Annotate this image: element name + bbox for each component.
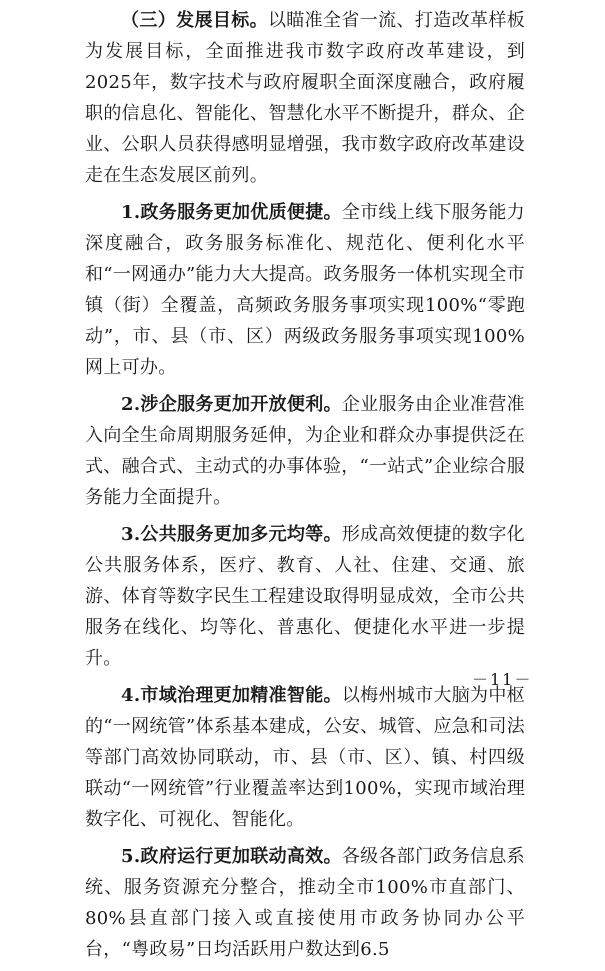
paragraph-heading: 3.公共服务更加多元均等。 <box>121 524 342 545</box>
paragraph-heading: 2.涉企服务更加开放便利。 <box>121 394 342 415</box>
paragraph-city-governance <box>85 680 525 835</box>
document-page <box>85 5 525 971</box>
paragraph-heading: 5.政府运行更加联动高效。 <box>121 846 342 867</box>
page-number: －11－ <box>472 670 533 689</box>
paragraph-text: 企业服务由企业准营准入向全生命周期服务延伸，为企业和群众办事提供泛在式、融合式、主动式的办事体验，“一站式”企业综合服务能力全面提升。 <box>85 394 525 508</box>
paragraph-heading: 1.政务服务更加优质便捷。 <box>121 202 342 223</box>
paragraph-public-services <box>85 519 525 674</box>
paragraph-text: 各级各部门政务信息系统、服务资源充分整合，推动全市100%市直部门、80%县直部门接入或直接使用市政务协同办公平台，“粤政易”日均活跃用户数达到6.5 <box>85 846 525 960</box>
paragraph-enterprise-services <box>85 389 525 513</box>
paragraph-government-operations <box>85 841 525 965</box>
paragraph-development-goals <box>85 5 525 191</box>
paragraph-text: 全市线上线下服务能力深度融合，政务服务标准化、规范化、便利化水平和“一网通办”能力大大提高。政务服务一体机实现全市镇（街）全覆盖，高频政务服务事项实现100%“零跑动”，市、县（市、区）两级政务服务事项实现100%网上可办。 <box>85 202 525 378</box>
paragraph-heading: （三）发展目标。 <box>121 10 268 31</box>
paragraph-government-services <box>85 197 525 383</box>
paragraph-text: 以梅州城市大脑为中枢的“一网统管”体系基本建成，公安、城管、应急和司法等部门高效协同联动，市、县（市、区）、镇、村四级联动“一网统管”行业覆盖率达到100%，实现市域治理数字化、可视化、智能化。 <box>85 685 525 830</box>
paragraph-text: 以瞄准全省一流、打造改革样板为发展目标，全面推进我市数字政府改革建设，到2025年，数字技术与政府履职全面深度融合，政府履职的信息化、智能化、智慧化水平不断提升，群众、企业、公职人员获得感明显增强，我市数字政府改革建设走在生态发展区前列。 <box>85 10 525 186</box>
paragraph-text: 形成高效便捷的数字化公共服务体系，医疗、教育、人社、住建、交通、旅游、体育等数字民生工程建设取得明显成效，全市公共服务在线化、均等化、普惠化、便捷化水平进一步提升。 <box>85 524 525 669</box>
paragraph-heading: 4.市域治理更加精准智能。 <box>121 685 342 706</box>
